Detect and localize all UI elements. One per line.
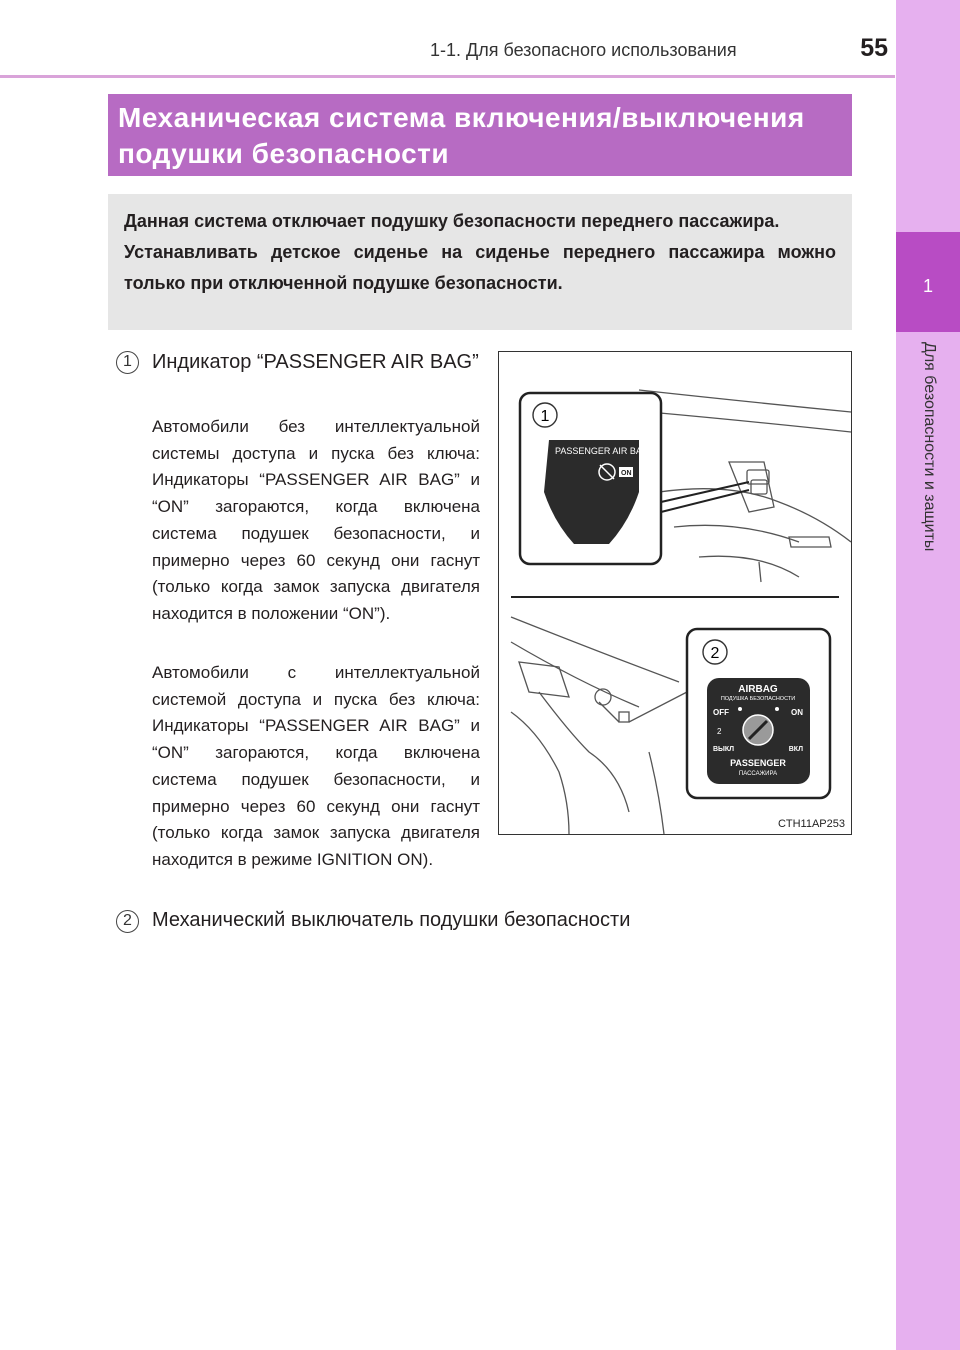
dashboard-illustration [499, 352, 851, 834]
item-2-badge: 2 [116, 910, 139, 933]
switch-icon-digit: 2 [717, 727, 722, 736]
item-1-paragraph-1: Автомобили без интеллектуальной системы доступа и пуска без ключа: Индикаторы “PASSENGER AIR BAG” и “ON” загораются, когда включена система подушек безопасности, и примерно через 60 секунд они гаснут (только когда замок запуска двигателя находится в положении “ON”). [152, 417, 480, 623]
item-2-title: Механический выключатель подушки безопасности [152, 909, 631, 931]
callout-1-number: 1 [540, 408, 550, 425]
chapter-side-tab [896, 0, 960, 1350]
callout-2-number: 2 [710, 645, 720, 662]
switch-off-ru-label: ВЫКЛ [713, 746, 735, 753]
section-title-line2: подушки безопасности [118, 138, 450, 169]
item-1-badge: 1 [116, 351, 139, 374]
summary-box [108, 194, 852, 330]
switch-top-sublabel: ПОДУШКА БЕЗОПАСНОСТИ [720, 696, 796, 702]
item-1-title: Индикатор “PASSENGER AIR BAG” [152, 351, 479, 373]
running-header: 1-1. Для безопасного использования [430, 40, 737, 60]
switch-on-ru-label: ВКЛ [788, 746, 803, 753]
switch-bottom-sublabel: ПАССАЖИРА [738, 771, 778, 777]
item-1-paragraph-2: Автомобили с интеллектуальной системой доступа и пуска без ключа: Индикаторы “PASSENGER AIR BAG” и “ON” загораются, когда включена система подушек безопасности, и примерно через 60 секунд они гаснут (только когда замок запуска двигателя находится в режиме IGNITION ON). [152, 663, 480, 869]
indicator-label: PASSENGER AIR BAG [555, 446, 649, 456]
section-title [108, 94, 852, 176]
summary-line1: Данная система отключает подушку безопасности переднего пассажира. [124, 211, 780, 231]
switch-off-label: OFF [713, 708, 729, 717]
section-title-line1: Механическая система включения/выключения [118, 102, 805, 133]
indicator-on-label: ON [621, 470, 632, 477]
figure-illustration [498, 351, 852, 835]
summary-line2: Устанавливать детское сиденье на сиденье переднего пассажира можно только при отключенной подушке безопасности. [124, 242, 836, 293]
figure-code: CTH11AP253 [777, 818, 845, 830]
switch-top-label: AIRBAG [738, 684, 778, 695]
header-divider [0, 75, 895, 78]
page-number: 55 [860, 34, 888, 62]
switch-on-label: ON [791, 708, 803, 717]
chapter-number: 1 [922, 276, 933, 296]
chapter-title: Для безопасности и защиты [921, 342, 938, 552]
switch-bottom-label: PASSENGER [730, 758, 786, 768]
